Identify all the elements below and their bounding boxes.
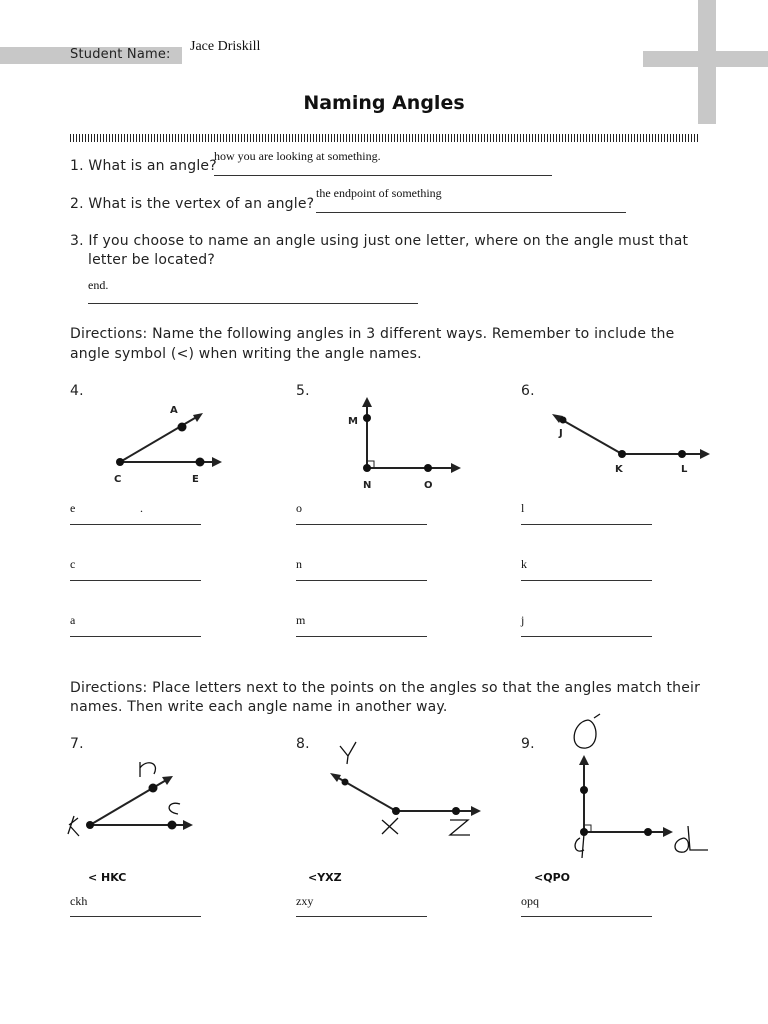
answer-3: end. <box>88 278 109 292</box>
angle-6-diagram <box>545 405 715 475</box>
angle-4-diagram <box>100 395 230 490</box>
question-3-line1: 3. If you choose to name an angle using just one letter, where on the angle must that <box>70 233 689 249</box>
answer-line-4a[interactable] <box>70 524 201 525</box>
angle-7-diagram <box>60 752 210 847</box>
answer-4b: c <box>70 557 76 571</box>
student-name-value: Jace Driskill <box>190 39 261 54</box>
answer-line-2[interactable] <box>316 212 626 213</box>
point-label-e: E <box>192 474 199 485</box>
answer-line-1[interactable] <box>214 175 552 176</box>
answer-line-4b[interactable] <box>70 580 201 581</box>
answer-9: opq <box>521 894 539 908</box>
answer-6c: j <box>521 613 525 627</box>
answer-line-6a[interactable] <box>521 524 652 525</box>
answer-line-5b[interactable] <box>296 580 427 581</box>
handwritten-h-mark <box>140 762 155 777</box>
point-label-m: M <box>348 416 358 427</box>
answer-5c: m <box>296 613 306 627</box>
answer-line-6b[interactable] <box>521 580 652 581</box>
answer-line-9[interactable] <box>521 916 652 917</box>
decorative-cross-horizontal <box>643 51 768 67</box>
given-name-7: < HKC <box>88 871 127 884</box>
angle-5-diagram <box>340 395 465 495</box>
handwritten-q-mark <box>574 714 600 748</box>
point-label-o: O <box>424 480 433 491</box>
point-label-n: N <box>363 480 372 491</box>
answer-line-5c[interactable] <box>296 636 427 637</box>
answer-line-7[interactable] <box>70 916 201 917</box>
answer-6a: l <box>521 501 525 515</box>
directions-1-line1: Directions: Name the following angles in 3 different ways. Remember to include the <box>70 326 675 342</box>
answer-line-5a[interactable] <box>296 524 427 525</box>
answer-7: ckh <box>70 894 88 908</box>
given-name-8: <YXZ <box>308 871 342 884</box>
point-label-k: K <box>615 464 623 475</box>
answer-1: how you are looking at something. <box>214 149 381 163</box>
answer-2: the endpoint of something <box>316 186 442 200</box>
directions-1-line2: angle symbol (<) when writing the angle names. <box>70 346 422 362</box>
handwritten-o-mark <box>675 826 708 852</box>
answer-line-8[interactable] <box>296 916 427 917</box>
answer-4c: a <box>70 613 76 627</box>
page-title: Naming Angles <box>303 92 465 114</box>
problem-6-number: 6. <box>521 383 535 399</box>
handwritten-x-mark <box>382 818 398 834</box>
handwritten-y-mark <box>340 742 356 764</box>
question-2: 2. What is the vertex of an angle? <box>70 196 315 212</box>
answer-line-3[interactable] <box>88 303 418 304</box>
question-1: 1. What is an angle? <box>70 158 217 174</box>
answer-line-4c[interactable] <box>70 636 201 637</box>
problem-5-number: 5. <box>296 383 310 399</box>
point-label-j: J <box>559 428 563 439</box>
problem-7-number: 7. <box>70 736 84 752</box>
handwritten-c-mark <box>169 803 180 814</box>
answer-4a: e <box>70 501 76 515</box>
stray-mark-4: . <box>140 501 143 515</box>
point-label-l: L <box>681 464 688 475</box>
question-3-line2: letter be located? <box>88 252 216 268</box>
directions-1-label: Directions: <box>70 326 148 342</box>
answer-line-6c[interactable] <box>521 636 652 637</box>
answer-5b: n <box>296 557 302 571</box>
problem-4-number: 4. <box>70 383 84 399</box>
angle-9-diagram <box>558 710 718 860</box>
handwritten-z-mark <box>450 820 470 835</box>
problem-8-number: 8. <box>296 736 310 752</box>
directions-2-label: Directions: <box>70 680 148 696</box>
point-label-a: A <box>170 405 178 416</box>
student-name-label: Student Name: <box>70 47 171 62</box>
dashed-divider <box>70 134 698 142</box>
given-name-9: <QPO <box>534 871 570 884</box>
handwritten-k-mark <box>68 816 79 836</box>
handwritten-p-mark <box>575 834 584 858</box>
point-label-c: C <box>114 474 122 485</box>
problem-9-number: 9. <box>521 736 535 752</box>
answer-8: zxy <box>296 894 314 908</box>
answer-5a: o <box>296 501 302 515</box>
angle-8-diagram <box>318 738 488 843</box>
directions-2-line2: names. Then write each angle name in another way. <box>70 699 448 715</box>
directions-2-line1: Directions: Place letters next to the points on the angles so that the angles match their <box>70 680 701 696</box>
answer-6b: k <box>521 557 527 571</box>
